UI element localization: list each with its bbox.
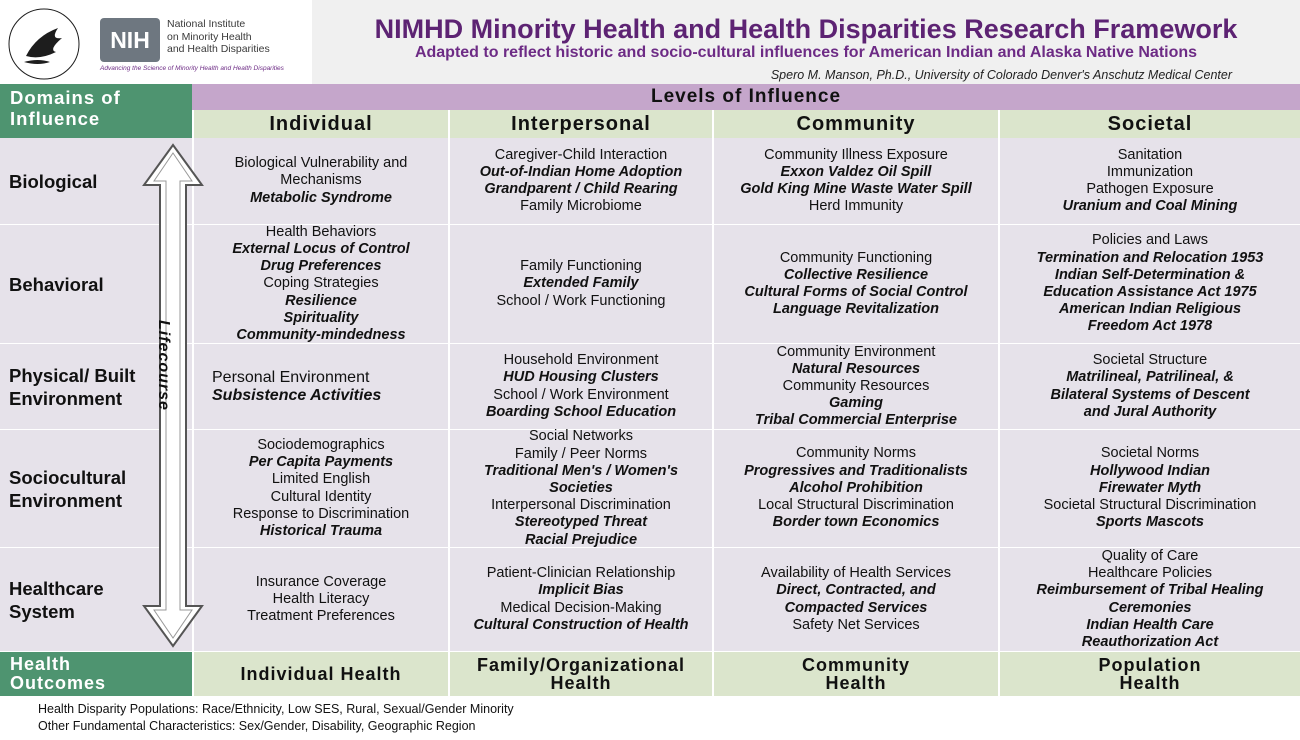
cell-line: Racial Prejudice	[524, 531, 638, 548]
outcome-line: Family/Organizational	[476, 655, 686, 675]
cell-biological-interpersonal	[448, 138, 712, 225]
footer-fundamental-characteristics: Other Fundamental Characteristics: Sex/Gender, Disability, Geographic Region	[38, 719, 476, 733]
cell-line: Uranium and Coal Mining	[1062, 198, 1238, 215]
cell-line: External Locus of Control	[232, 241, 410, 257]
cell-line: Reimbursement of Tribal Healing	[1036, 582, 1264, 599]
cell-behavioral-community	[712, 225, 998, 344]
cell-line: Sociodemographics	[257, 436, 385, 453]
cell-line: Limited English	[271, 471, 371, 488]
cell-physical-individual	[192, 344, 448, 430]
cell-line: Grandparent / Child Rearing	[484, 181, 678, 197]
cell-line: Insurance Coverage	[255, 573, 387, 590]
cell-line: Caregiver-Child Interaction	[494, 146, 668, 163]
cell-line: Coping Strategies	[263, 275, 379, 292]
cell-line: Sports Mascots	[1096, 514, 1204, 531]
cell-line: Herd Immunity	[808, 198, 904, 215]
cell-sociocultural-individual	[192, 430, 448, 548]
domain-label-line: Physical/ Built	[9, 364, 136, 386]
cell-line: Out-of-Indian Home Adoption	[479, 163, 683, 180]
hhs-seal-icon	[6, 6, 82, 82]
column-header-individual: Individual	[192, 110, 448, 138]
page-title: NIMHD Minority Health and Health Disparities Research Framework	[374, 14, 1238, 44]
cell-line: HUD Housing Clusters	[503, 369, 659, 386]
lifecourse-double-arrow-icon	[140, 143, 206, 648]
cell-line: Progressives and Traditionalists	[744, 462, 968, 479]
cell-line: Subsistence Activities	[212, 386, 382, 404]
cell-line: Drug Preferences	[260, 258, 382, 275]
cell-line: Termination and Relocation 1953	[1036, 249, 1264, 266]
outcome-line: Health	[1119, 673, 1181, 693]
outcome-line: Community	[802, 655, 910, 675]
cell-line: Indian Health Care	[1086, 616, 1214, 633]
outcome-community-health	[712, 652, 998, 696]
cell-line: Stereotyped Threat	[514, 514, 648, 531]
nih-institute-name	[167, 18, 297, 56]
cell-healthcare-individual	[192, 548, 448, 652]
cell-line: Family Functioning	[520, 258, 642, 275]
cell-line: Implicit Bias	[538, 582, 624, 599]
author-credit: Spero M. Manson, Ph.D., University of Colorado Denver's Anschutz Medical Center	[770, 68, 1232, 82]
domains-header	[0, 84, 192, 138]
cell-physical-interpersonal	[448, 344, 712, 430]
cell-biological-individual	[192, 138, 448, 225]
cell-line: Social Networks	[529, 428, 633, 445]
cell-line: Hollywood Indian	[1089, 462, 1211, 479]
cell-line: Compacted Services	[784, 599, 928, 616]
levels-header: Levels of Influence	[192, 84, 1300, 110]
cell-line: Quality of Care	[1101, 547, 1199, 564]
cell-line: Cultural Forms of Social Control	[744, 284, 968, 300]
lifecourse-label: Lifecourse	[155, 320, 172, 411]
cell-line: Health Behaviors	[265, 223, 377, 240]
cell-biological-community	[712, 138, 998, 225]
cell-line: Reauthorization Act	[1081, 633, 1219, 650]
cell-line: Community-mindedness	[236, 327, 406, 344]
cell-line: Health Literacy	[272, 590, 370, 607]
cell-line: Gaming	[829, 395, 883, 412]
cell-physical-community	[712, 344, 998, 430]
outcome-line: Population	[1098, 655, 1202, 675]
nih-name-line: on Minority Health	[167, 30, 252, 43]
cell-behavioral-societal	[998, 225, 1300, 344]
cell-line: Education Assistance Act 1975	[1043, 284, 1257, 300]
cell-healthcare-community	[712, 548, 998, 652]
cell-line: Community Functioning	[779, 249, 933, 266]
domain-label-line: Environment	[9, 489, 123, 511]
cell-line: Traditional Men's / Women's	[483, 462, 679, 479]
domain-label-line: Healthcare	[9, 577, 104, 599]
cell-line: American Indian Religious	[1058, 301, 1242, 318]
cell-line: Collective Resilience	[783, 266, 929, 283]
cell-line: Sanitation	[1117, 146, 1183, 163]
cell-line: Response to Discrimination	[232, 505, 410, 522]
cell-behavioral-interpersonal	[448, 225, 712, 344]
cell-line: Language Revitalization	[773, 301, 939, 318]
nih-logo: NIH	[100, 18, 160, 62]
cell-line: Personal Environment	[212, 368, 370, 386]
cell-line: Community Illness Exposure	[764, 146, 948, 163]
domain-label-line: Environment	[9, 387, 123, 409]
outcome-line: Health	[550, 673, 612, 693]
cell-sociocultural-societal	[998, 430, 1300, 548]
nih-name-line: National Institute	[167, 18, 246, 30]
cell-line: Family / Peer Norms	[514, 445, 648, 462]
cell-line: Bilateral Systems of Descent	[1050, 386, 1250, 403]
domain-label-line: System	[9, 600, 75, 622]
nih-name-line: and Health Disparities	[167, 43, 270, 55]
cell-line: Safety Net Services	[792, 616, 920, 633]
cell-line: Alcohol Prohibition	[789, 479, 923, 496]
cell-line: Cultural Identity	[270, 488, 372, 505]
nih-tagline: Advancing the Science of Minority Health and Health Disparities	[100, 65, 284, 72]
cell-line: Interpersonal Discrimination	[491, 497, 671, 514]
cell-line: Indian Self-Determination &	[1054, 266, 1246, 283]
cell-line: Societal Structure	[1092, 352, 1208, 369]
cell-line: Boarding School Education	[485, 403, 677, 420]
domains-header-line: Domains of	[10, 87, 121, 108]
cell-line: Societal Norms	[1100, 445, 1200, 462]
cell-sociocultural-interpersonal	[448, 430, 712, 548]
cell-line: Patient-Clinician Relationship	[486, 565, 676, 582]
domain-label-line: Sociocultural	[9, 466, 127, 488]
cell-line: Biological Vulnerability and	[234, 155, 408, 172]
cell-line: Matrilineal, Patrilineal, &	[1066, 369, 1234, 386]
cell-physical-societal	[998, 344, 1300, 430]
cell-line: Exxon Valdez Oil Spill	[780, 163, 932, 180]
cell-line: Community Resources	[782, 377, 930, 394]
cell-line: Family Microbiome	[520, 198, 642, 215]
cell-line: Local Structural Discrimination	[758, 497, 954, 514]
outcomes-header-line: Health	[10, 654, 72, 674]
cell-line: School / Work Environment	[493, 386, 669, 403]
domains-header-line: Influence	[10, 108, 101, 129]
column-header-interpersonal: Interpersonal	[448, 110, 712, 138]
outcome-individual-health	[192, 652, 448, 696]
cell-line: Resilience	[285, 292, 357, 309]
cell-line: Freedom Act 1978	[1087, 318, 1213, 335]
cell-line: Treatment Preferences	[247, 608, 395, 625]
cell-line: Immunization	[1106, 163, 1194, 180]
cell-line: Historical Trauma	[259, 522, 383, 539]
cell-line: Extended Family	[523, 275, 639, 292]
outcome-line: Individual Health	[240, 664, 402, 684]
outcome-family-organizational-health	[448, 652, 712, 696]
cell-line: Healthcare Policies	[1087, 565, 1213, 582]
cell-line: Mechanisms	[280, 172, 362, 189]
cell-line: Metabolic Syndrome	[250, 189, 392, 206]
cell-line: Societal Structural Discrimination	[1043, 497, 1257, 514]
footer-disparity-populations: Health Disparity Populations: Race/Ethnicity, Low SES, Rural, Sexual/Gender Minority	[38, 702, 514, 716]
cell-line: Cultural Construction of Health	[473, 616, 689, 633]
cell-line: Gold King Mine Waste Water Spill	[740, 181, 972, 197]
outcomes-header	[0, 652, 192, 696]
outcome-population-health	[998, 652, 1300, 696]
cell-line: Direct, Contracted, and	[776, 582, 936, 599]
cell-line: Natural Resources	[791, 360, 921, 377]
cell-line: Household Environment	[503, 352, 659, 369]
domain-label-line: Biological	[9, 170, 98, 192]
cell-line: Community Environment	[776, 343, 936, 360]
cell-line: Firewater Myth	[1098, 479, 1202, 496]
cell-line: School / Work Functioning	[496, 292, 666, 309]
cell-line: Spirituality	[283, 309, 359, 326]
cell-line: and Jural Authority	[1083, 403, 1217, 420]
cell-biological-societal	[998, 138, 1300, 225]
cell-line: Border town Economics	[772, 514, 940, 531]
cell-line: Pathogen Exposure	[1086, 181, 1214, 197]
column-header-community: Community	[712, 110, 998, 138]
cell-behavioral-individual	[192, 225, 448, 344]
cell-line: Policies and Laws	[1091, 232, 1209, 249]
cell-line: Ceremonies	[1108, 599, 1192, 616]
page-subtitle: Adapted to reflect historic and socio-cultural influences for American Indian and Alaska Native Nations	[414, 44, 1198, 61]
cell-healthcare-interpersonal	[448, 548, 712, 652]
outcomes-header-line: Outcomes	[10, 673, 107, 693]
cell-line: Medical Decision-Making	[500, 599, 662, 616]
cell-healthcare-societal	[998, 548, 1300, 652]
cell-line: Societies	[549, 479, 613, 496]
column-header-societal: Societal	[998, 110, 1300, 138]
cell-line: Availability of Health Services	[761, 565, 951, 582]
cell-line: Tribal Commercial Enterprise	[754, 412, 957, 429]
cell-line: Per Capita Payments	[248, 454, 394, 471]
cell-line: Community Norms	[795, 445, 917, 462]
outcome-line: Health	[825, 673, 887, 693]
domain-label-line: Behavioral	[9, 273, 104, 295]
cell-sociocultural-community	[712, 430, 998, 548]
